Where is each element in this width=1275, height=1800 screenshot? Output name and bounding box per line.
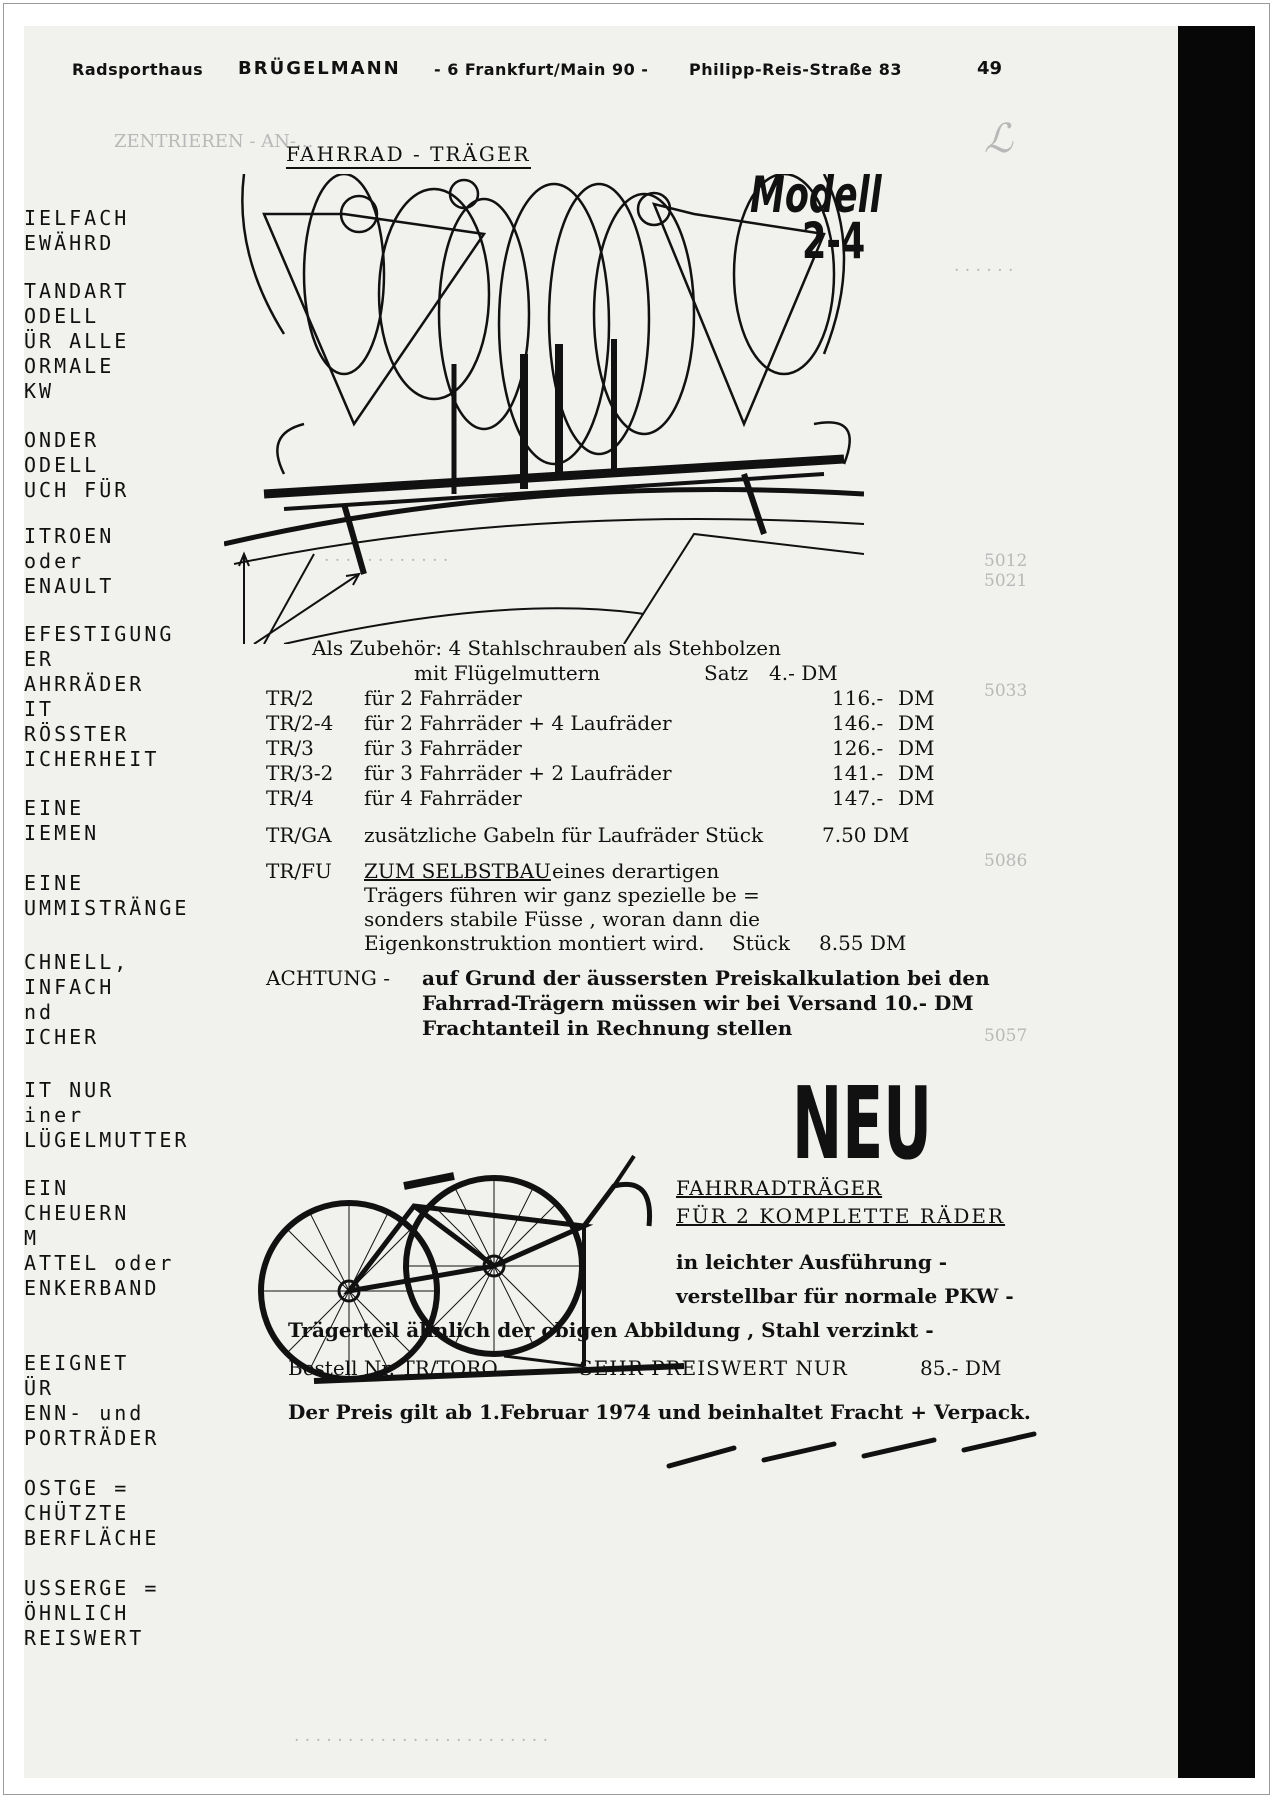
sidebar-group: USSERGE = ÖHNLICH REISWERT <box>24 1576 160 1650</box>
sidebar-group: OSTGE = CHÜTZTE BERFLÄCHE <box>24 1476 160 1550</box>
catalog-page: ZENTRIEREN - AN-... ℒ . . . . . . . . . . . . . . . . . . 5012 5021 5033 5086 5057 . . . . . . . . . . . . . . . . . . . . . . . . Radsporthaus BRÜGELMANN - 6 Frankfurt/Main 90 - Philipp-Reis-Straße 83 49 FAHRRAD - TRÄGER Modell 2-4 IELFACH EWÄHRD TANDART ODELL ÜR ALLE ORMALE KW ONDER ODELL UCH FÜR ITROEN oder ENAULT EFESTIGUNG ER AHRRÄDER IT RÖSSTER ICHERHEIT EINE IEMEN EINE UMMISTRÄNGE CHNELL, INFACH nd ICHER IT NUR iner LÜGELMUTTER EIN CHEUERN M ATTEL oder ENKERBAND EEIGNET ÜR ENN- und PORTRÄDER OSTGE = CHÜTZTE BERFLÄCHE USSERGE = ÖHNLICH REISWERT Als Zubehör: 4 Stahlschrauben als Stehbolzen mit Flügelmuttern Satz 4.- DM TR/2 für 2 Fahrräder 116.- DM TR/2-4 für 2 Fahrräder + 4 Laufräder 146.- DM TR/3 für 3 Fahrräder 126.- DM TR/3-2 für 3 Fahrräder + 2 Laufräder 141.- DM TR/4 für 4 Fahrräder 147.- DM TR/GA zusätzliche Gabeln für Laufräder Stück 7.50 DM TR/FU ZUM SELBSTBAU eines derartigen Trägers führen wir ganz spezielle be = sonders stabile Füsse , woran dann die Eigenkonstruktion montiert wird. Stück 8.55 DM ACHTUNG - auf Grund der äussersten Preiskalkulation bei den Fahrrad-Trägern müssen wir bei Versand 10.- DM Frachtanteil in Rechnung stellen NEU FAHRRADTRÄGER FÜR 2 KOMPLETTE RÄDER in leichter Ausführung - verstellbar für normale PKW - Trägerteil ähnlich der obigen Abbildung , Stahl verzinkt - Bestell Nr. TR/TORO SEHR PREISWERT NUR 85.- DM Der Preis gilt ab 1.Februar 1974 und beinhaltet Fracht + Verpack. <box>24 26 1178 1778</box>
accessory-set-label: Satz <box>704 661 749 685</box>
sidebar-group: EIN CHEUERN M ATTEL oder ENKERBAND <box>24 1176 175 1300</box>
section-title: FAHRRAD - TRÄGER <box>286 142 531 169</box>
tr-ga-price: 7.50 DM <box>822 823 910 847</box>
footer-price: 85.- DM <box>920 1356 1002 1380</box>
scan-edge-bar <box>1178 26 1255 1778</box>
tr-fu-heading: ZUM SELBSTBAU <box>364 859 551 883</box>
sidebar-group: IELFACH EWÄHRD <box>24 206 130 255</box>
achtung-line3: Frachtanteil in Rechnung stellen <box>422 1016 793 1040</box>
footer-order-label: Bestell Nr. TR/TORO <box>288 1356 498 1380</box>
tr-fu-price: 8.55 DM <box>819 931 907 955</box>
tr-fu-line1: eines derartigen <box>552 859 720 883</box>
tr-ga-code: TR/GA <box>266 823 332 847</box>
sidebar-group: EINE UMMISTRÄNGE <box>24 871 190 920</box>
footer-line-1: Trägerteil ähnlich der obigen Abbildung , Stahl verzinkt - <box>288 1318 934 1342</box>
achtung-line1: auf Grund der äussersten Preiskalkulation bei den <box>422 966 990 990</box>
footer-promo: SEHR PREISWERT NUR <box>579 1356 848 1380</box>
neu-line-1: in leichter Ausführung - <box>676 1250 948 1274</box>
sidebar-group: ONDER ODELL UCH FÜR <box>24 428 130 502</box>
decorative-strokes <box>664 1426 1044 1476</box>
price-list: TR/2 für 2 Fahrräder 116.- DM TR/2-4 für 2 Fahrräder + 4 Laufräder 146.- DM TR/3 für 3 Fahrräder 126.- DM TR/3-2 für 3 Fahrräder + 2 Laufräder 141.- DM TR/4 für 4 Fahrräder 147.- DM <box>266 686 935 810</box>
accessory-line-2: mit Flügelmuttern <box>414 661 601 685</box>
page-number: 49 <box>977 58 1003 79</box>
sidebar-group: ITROEN oder ENAULT <box>24 524 115 598</box>
header-address: - 6 Frankfurt/Main 90 - <box>434 60 649 79</box>
footer-line-3: Der Preis gilt ab 1.Februar 1974 und beinhaltet Fracht + Verpack. <box>288 1400 1031 1424</box>
model-badge-number: 2-4 <box>802 212 866 270</box>
accessory-line-1: Als Zubehör: 4 Stahlschrauben als Stehbolzen <box>312 636 781 660</box>
tr-fu-line4: Eigenkonstruktion montiert wird. <box>364 931 705 955</box>
header-company-name: BRÜGELMANN <box>238 58 401 79</box>
tr-ga-desc: zusätzliche Gabeln für Laufräder Stück <box>364 823 764 847</box>
neu-title-2: FÜR 2 KOMPLETTE RÄDER <box>676 1204 1006 1228</box>
header-street: Philipp-Reis-Straße 83 <box>689 60 902 79</box>
sidebar-group: TANDART ODELL ÜR ALLE ORMALE KW <box>24 279 130 403</box>
model-badge-word: Modell <box>750 166 882 224</box>
sidebar-group: EFESTIGUNG ER AHRRÄDER IT RÖSSTER ICHERHEIT <box>24 622 175 771</box>
achtung-line2: Fahrrad-Trägern müssen wir bei Versand 10.- DM <box>422 991 974 1015</box>
tr-fu-code: TR/FU <box>266 859 332 883</box>
tr-fu-stueck: Stück <box>732 931 790 955</box>
sidebar-group: EINE IEMEN <box>24 796 100 845</box>
tr-fu-line2: Trägers führen wir ganz spezielle be = <box>364 883 760 907</box>
sidebar-group: EEIGNET ÜR ENN- und PORTRÄDER <box>24 1351 160 1450</box>
neu-line-2: verstellbar für normale PKW - <box>676 1284 1014 1308</box>
neu-title-1: FAHRRADTRÄGER <box>676 1176 883 1200</box>
header-company-prefix: Radsporthaus <box>72 60 204 79</box>
accessory-set-price: 4.- DM <box>769 661 838 685</box>
sidebar-group: CHNELL, INFACH nd ICHER <box>24 950 130 1049</box>
tr-fu-line3: sonders stabile Füsse , woran dann die <box>364 907 760 931</box>
sidebar-group: IT NUR iner LÜGELMUTTER <box>24 1078 190 1152</box>
achtung-label: ACHTUNG - <box>266 966 390 990</box>
neu-badge: NEU <box>792 1065 932 1182</box>
